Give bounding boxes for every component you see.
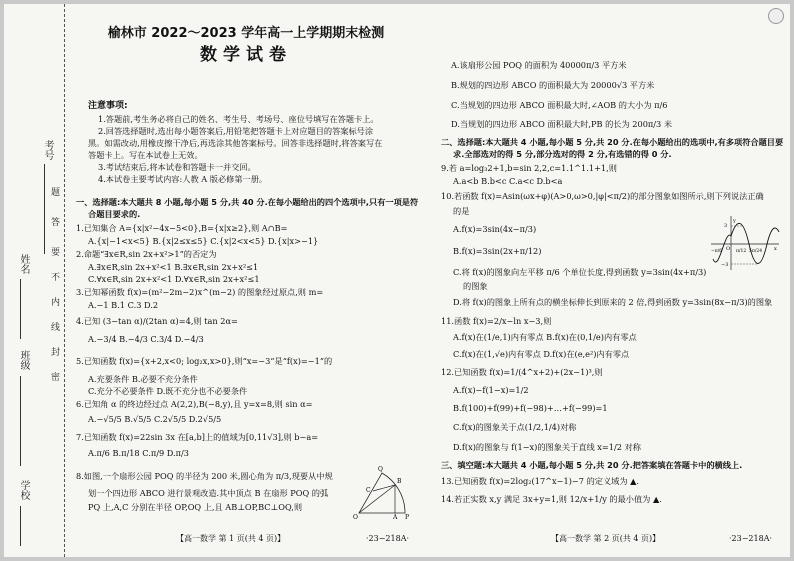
exam-sheet bbox=[4, 4, 790, 557]
section-heading: 求.全部选对的得 5 分,部分选对的得 2 分,有选错的得 0 分. bbox=[453, 149, 672, 159]
option-line: A.f(x)−f(1−x)=1/2 bbox=[453, 385, 529, 395]
option-line: A.−1 B.1 C.3 D.2 bbox=[88, 300, 159, 310]
notice-line: 2.回答选择题时,选出每小题答案后,用铅笔把答题卡上对应题目的答案标号涂 bbox=[98, 126, 374, 136]
sine-graph-figure bbox=[709, 214, 781, 272]
class-line bbox=[20, 376, 21, 466]
question-line: PQ 上,A,C 分别在半径 OP,OQ 上,且 AB⊥OP,BC⊥OQ,则 bbox=[88, 502, 303, 512]
notice-line: 答题卡上。写在本试卷上无效。 bbox=[88, 150, 203, 160]
question-line: 8.如图,一个扇形公园 POQ 的半径为 200 米,圆心角为 π/3,现要从中规 bbox=[76, 471, 333, 481]
option-line: A.−3/4 B.−4/3 C.3/4 D.−4/3 bbox=[88, 334, 204, 344]
question-line: 的是 bbox=[453, 206, 470, 216]
option-line: A.f(x)在(1/e,1)内有零点 B.f(x)在(0,1/e)内有零点 bbox=[453, 332, 637, 342]
question-line: 13.已知函数 f(x)=2log₂(17^x−1)−7 的定义域为 ▲. bbox=[441, 476, 640, 486]
seal-char: 题 bbox=[49, 187, 59, 196]
question-line: 14.若正实数 x,y 满足 3x+y=1,则 12/x+1/y 的最小值为 ▲. bbox=[441, 494, 662, 504]
notice-line: 4.本试卷主要考试内容:人教 A 版必修第一册。 bbox=[98, 174, 268, 184]
option-line: A.充要条件 B.必要不充分条件 bbox=[88, 374, 198, 384]
option-line: C.当规划的四边形 ABCO 面积最大时,∠AOB 的大小为 π/6 bbox=[451, 100, 668, 110]
page-footer: 【高一数学 第 1 页(共 4 页)】 bbox=[176, 534, 286, 543]
question-line: 12.已知函数 f(x)=1/(4^x+2)+(2x−1)³,则 bbox=[441, 367, 603, 377]
question-line: 11.函数 f(x)=2/x−ln x−3,则 bbox=[441, 316, 552, 326]
fig-label: O bbox=[726, 246, 731, 252]
option-line: D.f(x)的图象与 f(1−x)的图象关于直线 x=1/2 对称 bbox=[453, 442, 641, 452]
question-line: 10.若函数 f(x)=Asin(ωx+φ)(A>0,ω>0,|φ|<π/2)的部分图象如图所示,则下列说法正确 bbox=[441, 191, 764, 201]
page-code: ·23−218A· bbox=[729, 534, 773, 543]
name-line bbox=[20, 279, 21, 339]
fig-label: 3 bbox=[724, 223, 728, 229]
question-line: 3.已知幂函数 f(x)=(m²−2m−2)x^(m−2) 的图象经过原点,则 m= bbox=[76, 287, 324, 297]
notice-title: 注意事项: bbox=[88, 101, 128, 111]
section-heading: 二、选择题:本大题共 4 小题,每小题 5 分,共 20 分.在每小题给出的选项中,有多项符合题目要 bbox=[441, 137, 784, 147]
option-line: C.f(x)的图象关于点(1/2,1/4)对称 bbox=[453, 422, 577, 432]
option-line: A.∃x∈R,sin 2x+x²<1 B.∃x∈R,sin 2x+x²≤1 bbox=[88, 262, 259, 272]
option-line: A.π/6 B.π/18 C.π/9 D.π/3 bbox=[88, 448, 189, 458]
fig-label: Q bbox=[378, 466, 383, 473]
question-line: 2.命题“∃x∈R,sin 2x+x²>1”的否定为 bbox=[76, 249, 217, 259]
seal-char: 不 bbox=[49, 272, 59, 281]
school-label: 学校 bbox=[18, 480, 29, 500]
seal-char: 内 bbox=[49, 297, 59, 306]
binding-margin bbox=[4, 4, 65, 557]
name-label: 姓名 bbox=[18, 254, 29, 274]
notice-line: 1.答题前,考生务必将自己的姓名、考生号、考场号、座位号填写在答题卡上。 bbox=[98, 114, 379, 124]
question-line: 5.已知函数 f(x)={x+2,x<0; log₂x,x>0},则“x=−3”是“f(x)=−1”的 bbox=[76, 356, 333, 366]
fig-label: 5π/24 bbox=[749, 249, 763, 254]
fig-label: O bbox=[353, 514, 358, 521]
page-footer: 【高一数学 第 2 页(共 4 页)】 bbox=[551, 534, 661, 543]
fig-label: −3 bbox=[721, 262, 729, 268]
fig-label: y bbox=[733, 218, 736, 224]
section-heading: 一、选择题:本大题共 8 小题,每小题 5 分,共 40 分.在每小题给出的四个选项中,只有一项是符 bbox=[76, 197, 419, 207]
seal-char: 线 bbox=[49, 322, 59, 331]
option-line: C.将 f(x)的图象向左平移 π/6 个单位长度,得到函数 y=3sin(4x+π/3) bbox=[453, 267, 707, 277]
seal-char: 封 bbox=[49, 347, 59, 356]
option-line: B.f(x)=3sin(2x+π/12) bbox=[453, 246, 542, 256]
exam-no-line bbox=[44, 164, 45, 254]
option-line: A.该扇形公园 POQ 的面积为 40000π/3 平方米 bbox=[451, 60, 627, 70]
page-code: ·23−218A· bbox=[366, 534, 410, 543]
option-line: C.∀x∈R,sin 2x+x²<1 D.∀x∈R,sin 2x+x²≤1 bbox=[88, 274, 260, 284]
question-line: 1.已知集合 A={x|x²−4x−5<0},B={x|x≥2},则 A∩B= bbox=[76, 223, 288, 233]
exam-title: 榆林市 2022～2023 学年高一上学期期末检测 bbox=[107, 26, 385, 41]
school-line bbox=[20, 506, 21, 546]
option-line: A.a<b B.b<c C.a<c D.b<a bbox=[453, 176, 563, 186]
question-line: 7.已知函数 f(x)=22sin 3x 在[a,b]上的值域为[0,11√3],则 b−a= bbox=[76, 432, 319, 442]
notice-line: 3.考试结束后,将本试卷和答题卡一并交回。 bbox=[98, 162, 256, 172]
option-line: A.{x|−1<x<5} B.{x|2≤x≤5} C.{x|2<x<5} D.{x|x>−1} bbox=[88, 236, 319, 246]
option-line: A.f(x)=3sin(4x−π/3) bbox=[453, 224, 537, 234]
fig-label: π/12 bbox=[736, 249, 747, 254]
seal-char: 要 bbox=[49, 247, 59, 256]
option-line: A.−√5/5 B.√5/5 C.2√5/5 D.2√5/5 bbox=[88, 414, 222, 424]
fig-label: x bbox=[774, 246, 777, 252]
fig-label: −π/6 bbox=[711, 249, 723, 254]
section-heading: 三、填空题:本大题共 4 小题,每小题 5 分,共 20 分.把答案填在答题卡中的横线上. bbox=[441, 460, 743, 470]
question-line: 6.已知角 α 的终边经过点 A(2,2),B(−8,y),且 y=x=8,则 sin α= bbox=[76, 399, 313, 409]
fig-label: A bbox=[393, 514, 398, 521]
seal-char: 答 bbox=[49, 217, 59, 226]
option-line: C.充分不必要条件 D.既不充分也不必要条件 bbox=[88, 386, 248, 396]
seal-char: 密 bbox=[49, 372, 59, 381]
fig-label: P bbox=[405, 514, 410, 521]
question-line: 9.若 a=log₃2+1,b=sin 2,2,c=1.1^1.1+1,则 bbox=[441, 163, 617, 173]
option-line: D.当规划的四边形 ABCO 面积最大时,PB 的长为 200π/3 米 bbox=[451, 119, 673, 129]
corner-hole-icon bbox=[768, 8, 784, 24]
exam-no-label: 考号 bbox=[42, 140, 53, 160]
question-line: 4.已知 (3−tan α)/(2tan α)=4,则 tan 2α= bbox=[76, 316, 238, 326]
option-line: B.规划的四边形 ABCO 的面积最大为 20000√3 平方米 bbox=[451, 80, 655, 90]
section-heading: 合题目要求的. bbox=[88, 209, 141, 219]
fig-label: C bbox=[366, 487, 371, 494]
fig-label: B bbox=[397, 478, 402, 485]
question-line: 划一个四边形 ABCO 进行景观改造.其中顶点 B 在扇形 POQ 的弧 bbox=[88, 488, 329, 498]
option-line: D.将 f(x)的图象上所有点的横坐标伸长到原来的 2 倍,得到函数 y=3sin(8x−π/3)的图象 bbox=[453, 297, 773, 307]
sector-figure bbox=[351, 459, 411, 521]
notice-line: 黑。如需改动,用橡皮擦干净后,再选涂其他答案标号。回答非选择题时,将答案写在 bbox=[88, 138, 383, 148]
exam-subject: 数学试卷 bbox=[200, 45, 292, 65]
option-line: 的图象 bbox=[463, 281, 488, 291]
option-line: B.f(100)+f(99)+f(−98)+…+f(−99)=1 bbox=[453, 403, 608, 413]
option-line: C.f(x)在(1,√e)内有零点 D.f(x)在(e,e²)内有零点 bbox=[453, 349, 630, 359]
class-label: 班级 bbox=[18, 350, 29, 370]
